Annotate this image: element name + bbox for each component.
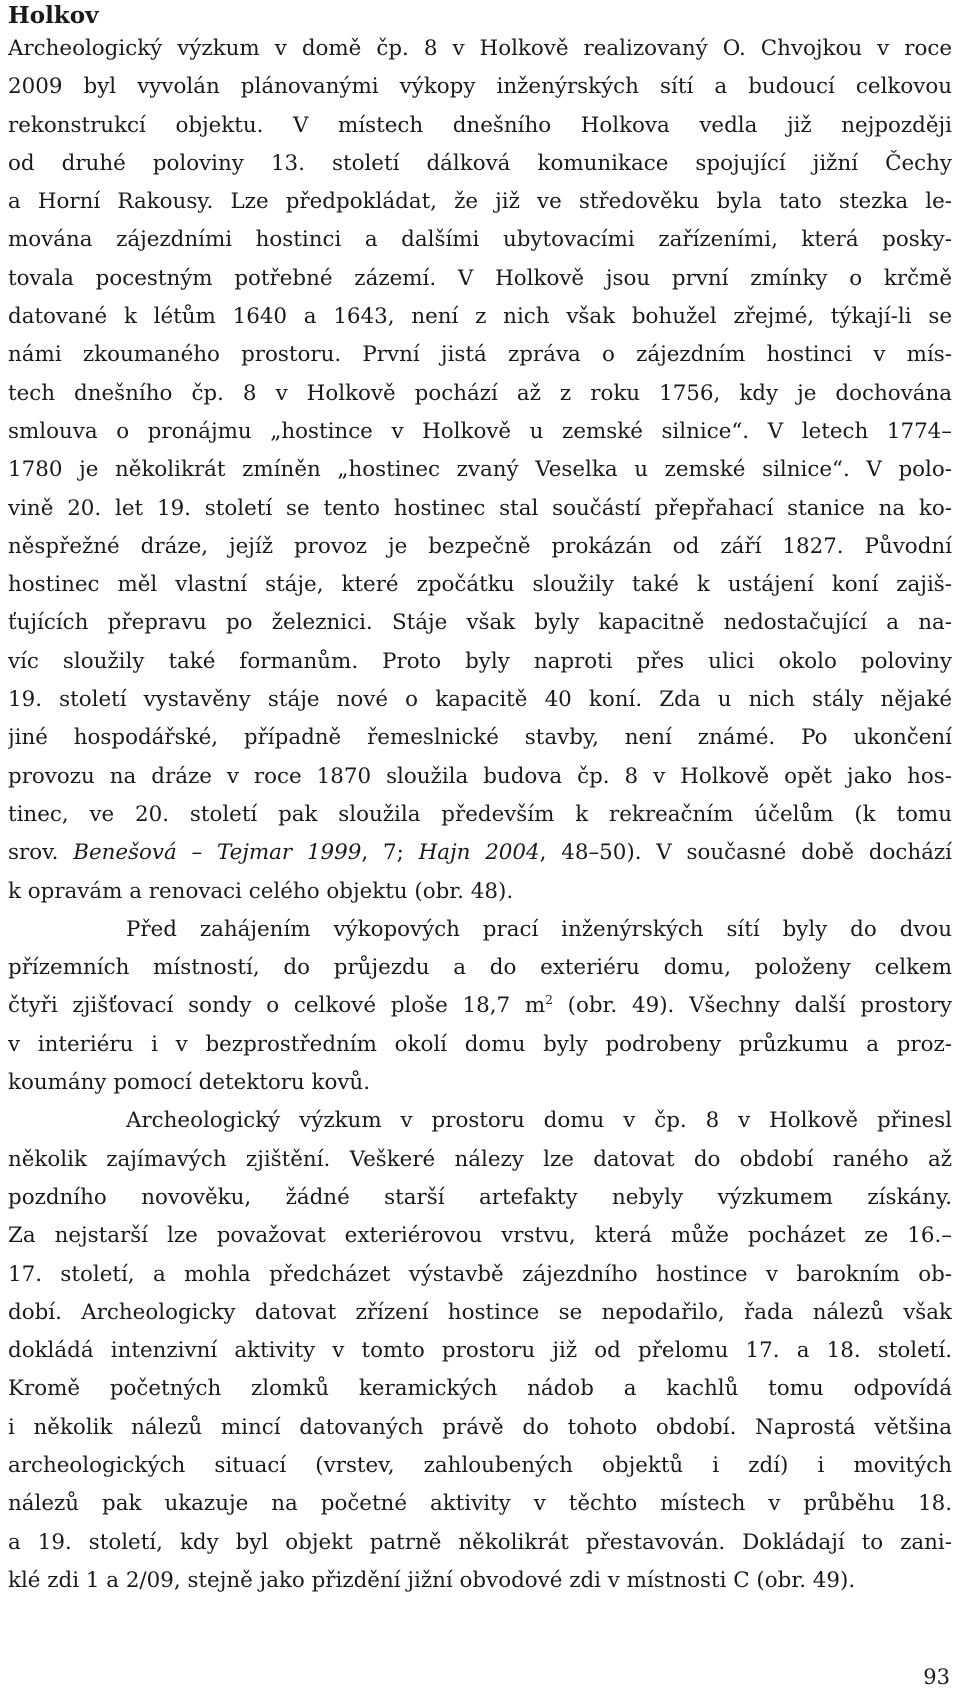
text-line: několik zajímavých zjištění. Veškeré nálezy lze datovat do období raného až xyxy=(8,1146,952,1172)
text-line: vině 20. let 19. století se tento hostinec stal součástí přepřahací stanice na ko- xyxy=(8,495,952,521)
text-line: tovala pocestným potřebné zázemí. V Holkově jsou první zmínky o krčmě xyxy=(8,265,952,291)
text-line-with-superscript xyxy=(8,987,952,1025)
text-line: rekonstrukcí objektu. V místech dnešního Holkova vedla již nejpozději xyxy=(8,112,952,138)
text-line: Archeologický výzkum v prostoru domu v čp. 8 v Holkově přinesl xyxy=(126,1108,952,1134)
page-number: 93 xyxy=(923,1665,950,1689)
text-line: k opravám a renovaci celého objektu (obr. 48). xyxy=(8,878,514,904)
text-line: 19. století vystavěny stáje nové o kapacitě 40 koní. Zda u nich stály nějaké xyxy=(8,687,952,713)
text-line: jiné hospodářské, případně řemeslnické stavby, není známé. Po ukončení xyxy=(8,725,952,751)
citation: Benešová – Tejmar 1999 xyxy=(73,840,362,866)
text-line: archeologických situací (vrstev, zahloubených objektů i zdí) i movitých xyxy=(8,1452,952,1478)
text-span: srov. xyxy=(8,840,74,866)
text-line: námi zkoumaného prostoru. První jistá zpráva o zájezdním hostinci v mís- xyxy=(8,342,952,368)
paragraph-3 xyxy=(8,1102,952,1600)
text-line: od druhé poloviny 13. století dálková komunikace spojující jižní Čechy xyxy=(8,150,952,176)
text-line: tech dnešního čp. 8 v Holkově pochází až z roku 1756, kdy je dochována xyxy=(8,380,952,406)
text-line: 1780 je několikrát zmíněn „hostinec zvaný Veselka u zemské silnice“. V polo- xyxy=(8,457,952,483)
text-line: klé zdi 1 a 2/09, stejně jako přizdění jižní obvodové zdi v místnosti C (obr. 49). xyxy=(8,1567,856,1593)
text-line: Před zahájením výkopových prací inženýrských sítí byly do dvou xyxy=(126,916,952,942)
text-span: čtyři zjišťovací sondy o celkové ploše 18,7 m xyxy=(8,993,546,1019)
superscript: 2 xyxy=(545,993,553,1008)
text-line: Archeologický výzkum v domě čp. 8 v Holkově realizovaný O. Chvojkou v roce xyxy=(8,36,952,61)
text-line: v interiéru i v bezprostředním okolí domu byly podrobeny průzkumu a proz- xyxy=(8,1031,952,1057)
text-span: , 7; xyxy=(361,840,419,866)
document-page xyxy=(8,0,952,1600)
section-heading: Holkov xyxy=(8,2,99,29)
text-line: a Horní Rakousy. Lze předpokládat, že již ve středověku byla tato stezka le- xyxy=(8,189,952,215)
text-line: víc sloužily také formanům. Proto byly naproti přes ulici okolo poloviny xyxy=(8,648,952,674)
text-line: tinec, ve 20. století pak sloužila především k rekreačním účelům (k tomu xyxy=(8,801,952,827)
text-line: smlouva o pronájmu „hostince v Holkově u zemské silnice“. V letech 1774– xyxy=(8,418,952,444)
text-line: mována zájezdními hostinci a dalšími ubytovacími zařízeními, která posky- xyxy=(8,227,952,253)
paragraph-1 xyxy=(8,30,952,911)
text-line: ťujících přepravu po železnici. Stáje však byly kapacitně nedostačující a na- xyxy=(8,610,952,636)
text-line: dobí. Archeologicky datovat zřízení hostince se nepodařilo, řada nálezů však xyxy=(8,1299,952,1325)
paragraph-2 xyxy=(8,911,952,1102)
text-span: , 48–50). V současné době dochází xyxy=(539,840,952,866)
text-line: 2009 byl vyvolán plánovanými výkopy inženýrských sítí a budoucí celkovou xyxy=(8,74,952,100)
text-line: 17. století, a mohla předcházet výstavbě zájezdního hostince v barokním ob- xyxy=(8,1261,952,1287)
text-line: Za nejstarší lze považovat exteriérovou vrstvu, která může pocházet ze 16.– xyxy=(8,1223,952,1249)
citation: Hajn 2004 xyxy=(418,840,540,866)
text-line: koumány pomocí detektoru kovů. xyxy=(8,1070,371,1096)
text-line: a 19. století, kdy byl objekt patrně několikrát přestavován. Dokládají to zani- xyxy=(8,1529,952,1555)
text-line: nálezů pak ukazuje na početné aktivity v těchto místech v průběhu 18. xyxy=(8,1491,952,1517)
text-line: Kromě početných zlomků keramických nádob a kachlů tomu odpovídá xyxy=(8,1376,952,1402)
text-line: pozdního novověku, žádné starší artefakty nebyly výzkumem získány. xyxy=(8,1184,952,1210)
text-line: datované k létům 1640 a 1643, není z nich však bohužel zřejmé, týkají-li se xyxy=(8,304,952,330)
text-line: přízemních místností, do průjezdu a do exteriéru domu, položeny celkem xyxy=(8,955,952,981)
text-line-with-citations xyxy=(8,834,952,872)
text-span: (obr. 49). Všechny další prostory xyxy=(552,993,952,1019)
text-line: i několik nálezů mincí datovaných právě do tohoto období. Naprostá většina xyxy=(8,1414,952,1440)
text-line: provozu na dráze v roce 1870 sloužila budova čp. 8 v Holkově opět jako hos- xyxy=(8,763,952,789)
text-line: dokládá intenzivní aktivity v tomto prostoru již od přelomu 17. a 18. století. xyxy=(8,1338,952,1364)
text-line: něspřežné dráze, jejíž provoz je bezpečně prokázán od září 1827. Původní xyxy=(8,533,952,559)
text-line: hostinec měl vlastní stáje, které zpočátku sloužily také k ustájení koní zajiš- xyxy=(8,572,952,598)
